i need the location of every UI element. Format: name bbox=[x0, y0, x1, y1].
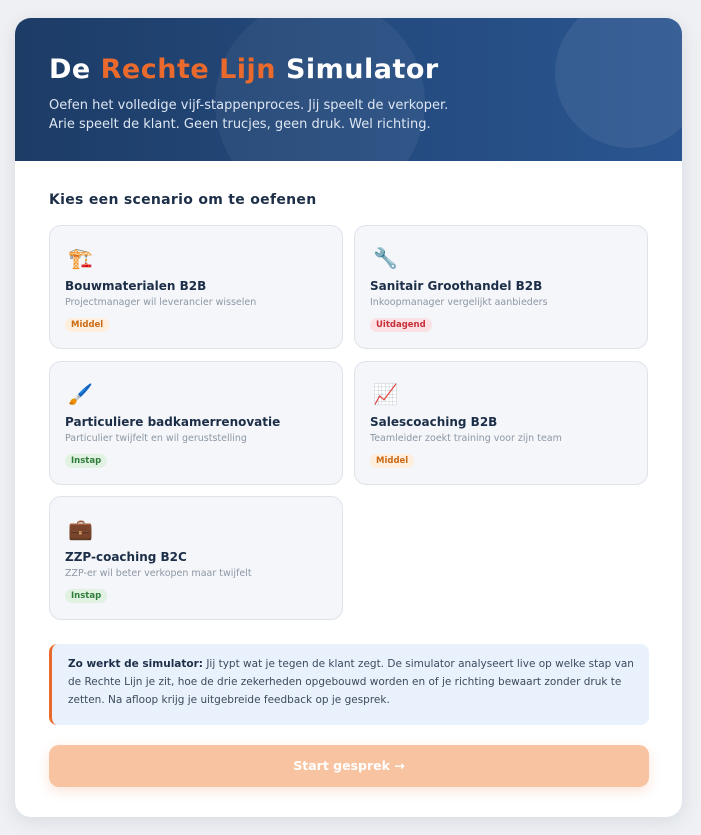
scenario-card-zzp[interactable] bbox=[49, 496, 343, 620]
scenario-description: ZZP-er wil beter verkopen maar twijfelt bbox=[65, 568, 252, 579]
title-accent: Rechte Lijn bbox=[100, 54, 277, 85]
difficulty-badge: Instap bbox=[65, 454, 107, 468]
decorative-circle bbox=[555, 18, 682, 148]
decorative-circle bbox=[215, 18, 425, 161]
header-banner bbox=[15, 18, 682, 161]
paint-brush-icon: 🖌️ bbox=[68, 382, 93, 406]
scenario-description: Teamleider zoekt training voor zijn team bbox=[370, 433, 562, 444]
info-box bbox=[49, 644, 649, 725]
page-subtitle: Oefen het volledige vijf-stappenproces. Jij speelt de verkoper. Arie speelt de klant. Geen trucjes, geen druk. Wel richting. bbox=[49, 98, 449, 132]
scenario-card-salescoaching[interactable] bbox=[354, 361, 648, 485]
wrench-icon: 🔧 bbox=[373, 246, 398, 270]
info-text: Jij typt wat je tegen de klant zegt. De simulator analyseert live op welke stap van de Rechte Lijn je zit, hoe de drie zekerheden opgebouwd worden en of je richting bewaart zonder druk te zetten. Na afloop krijg je uitgebreide feedback op je gesprek. bbox=[68, 658, 634, 706]
difficulty-badge: Middel bbox=[370, 454, 414, 468]
scenario-card-badkamer[interactable] bbox=[49, 361, 343, 485]
start-conversation-button[interactable]: Start gesprek → bbox=[49, 745, 649, 787]
scenario-name: Particuliere badkamerrenovatie bbox=[65, 415, 281, 429]
difficulty-badge: Uitdagend bbox=[370, 318, 432, 332]
title-part-2: Simulator bbox=[285, 54, 439, 85]
scenario-card-sanitair[interactable] bbox=[354, 225, 648, 349]
difficulty-badge: Instap bbox=[65, 589, 107, 603]
scenario-name: ZZP-coaching B2C bbox=[65, 550, 187, 564]
scenario-name: Bouwmaterialen B2B bbox=[65, 279, 207, 293]
simulator-card bbox=[15, 18, 682, 817]
scenario-name: Salescoaching B2B bbox=[370, 415, 498, 429]
scenario-name: Sanitair Groothandel B2B bbox=[370, 279, 543, 293]
chart-increasing-icon: 📈 bbox=[373, 382, 398, 406]
page-title bbox=[49, 54, 439, 85]
section-title: Kies een scenario om te oefenen bbox=[49, 192, 317, 208]
briefcase-icon: 💼 bbox=[68, 517, 93, 541]
info-label: Zo werkt de simulator: bbox=[68, 658, 203, 670]
scenario-description: Particulier twijfelt en wil geruststelling bbox=[65, 433, 247, 444]
scenario-description: Inkoopmanager vergelijkt aanbieders bbox=[370, 297, 548, 308]
scenario-card-bouwmaterialen[interactable] bbox=[49, 225, 343, 349]
difficulty-badge: Middel bbox=[65, 318, 109, 332]
scenario-description: Projectmanager wil leverancier wisselen bbox=[65, 297, 257, 308]
construction-crane-icon: 🏗️ bbox=[68, 246, 93, 270]
title-part-1: De bbox=[49, 54, 91, 85]
